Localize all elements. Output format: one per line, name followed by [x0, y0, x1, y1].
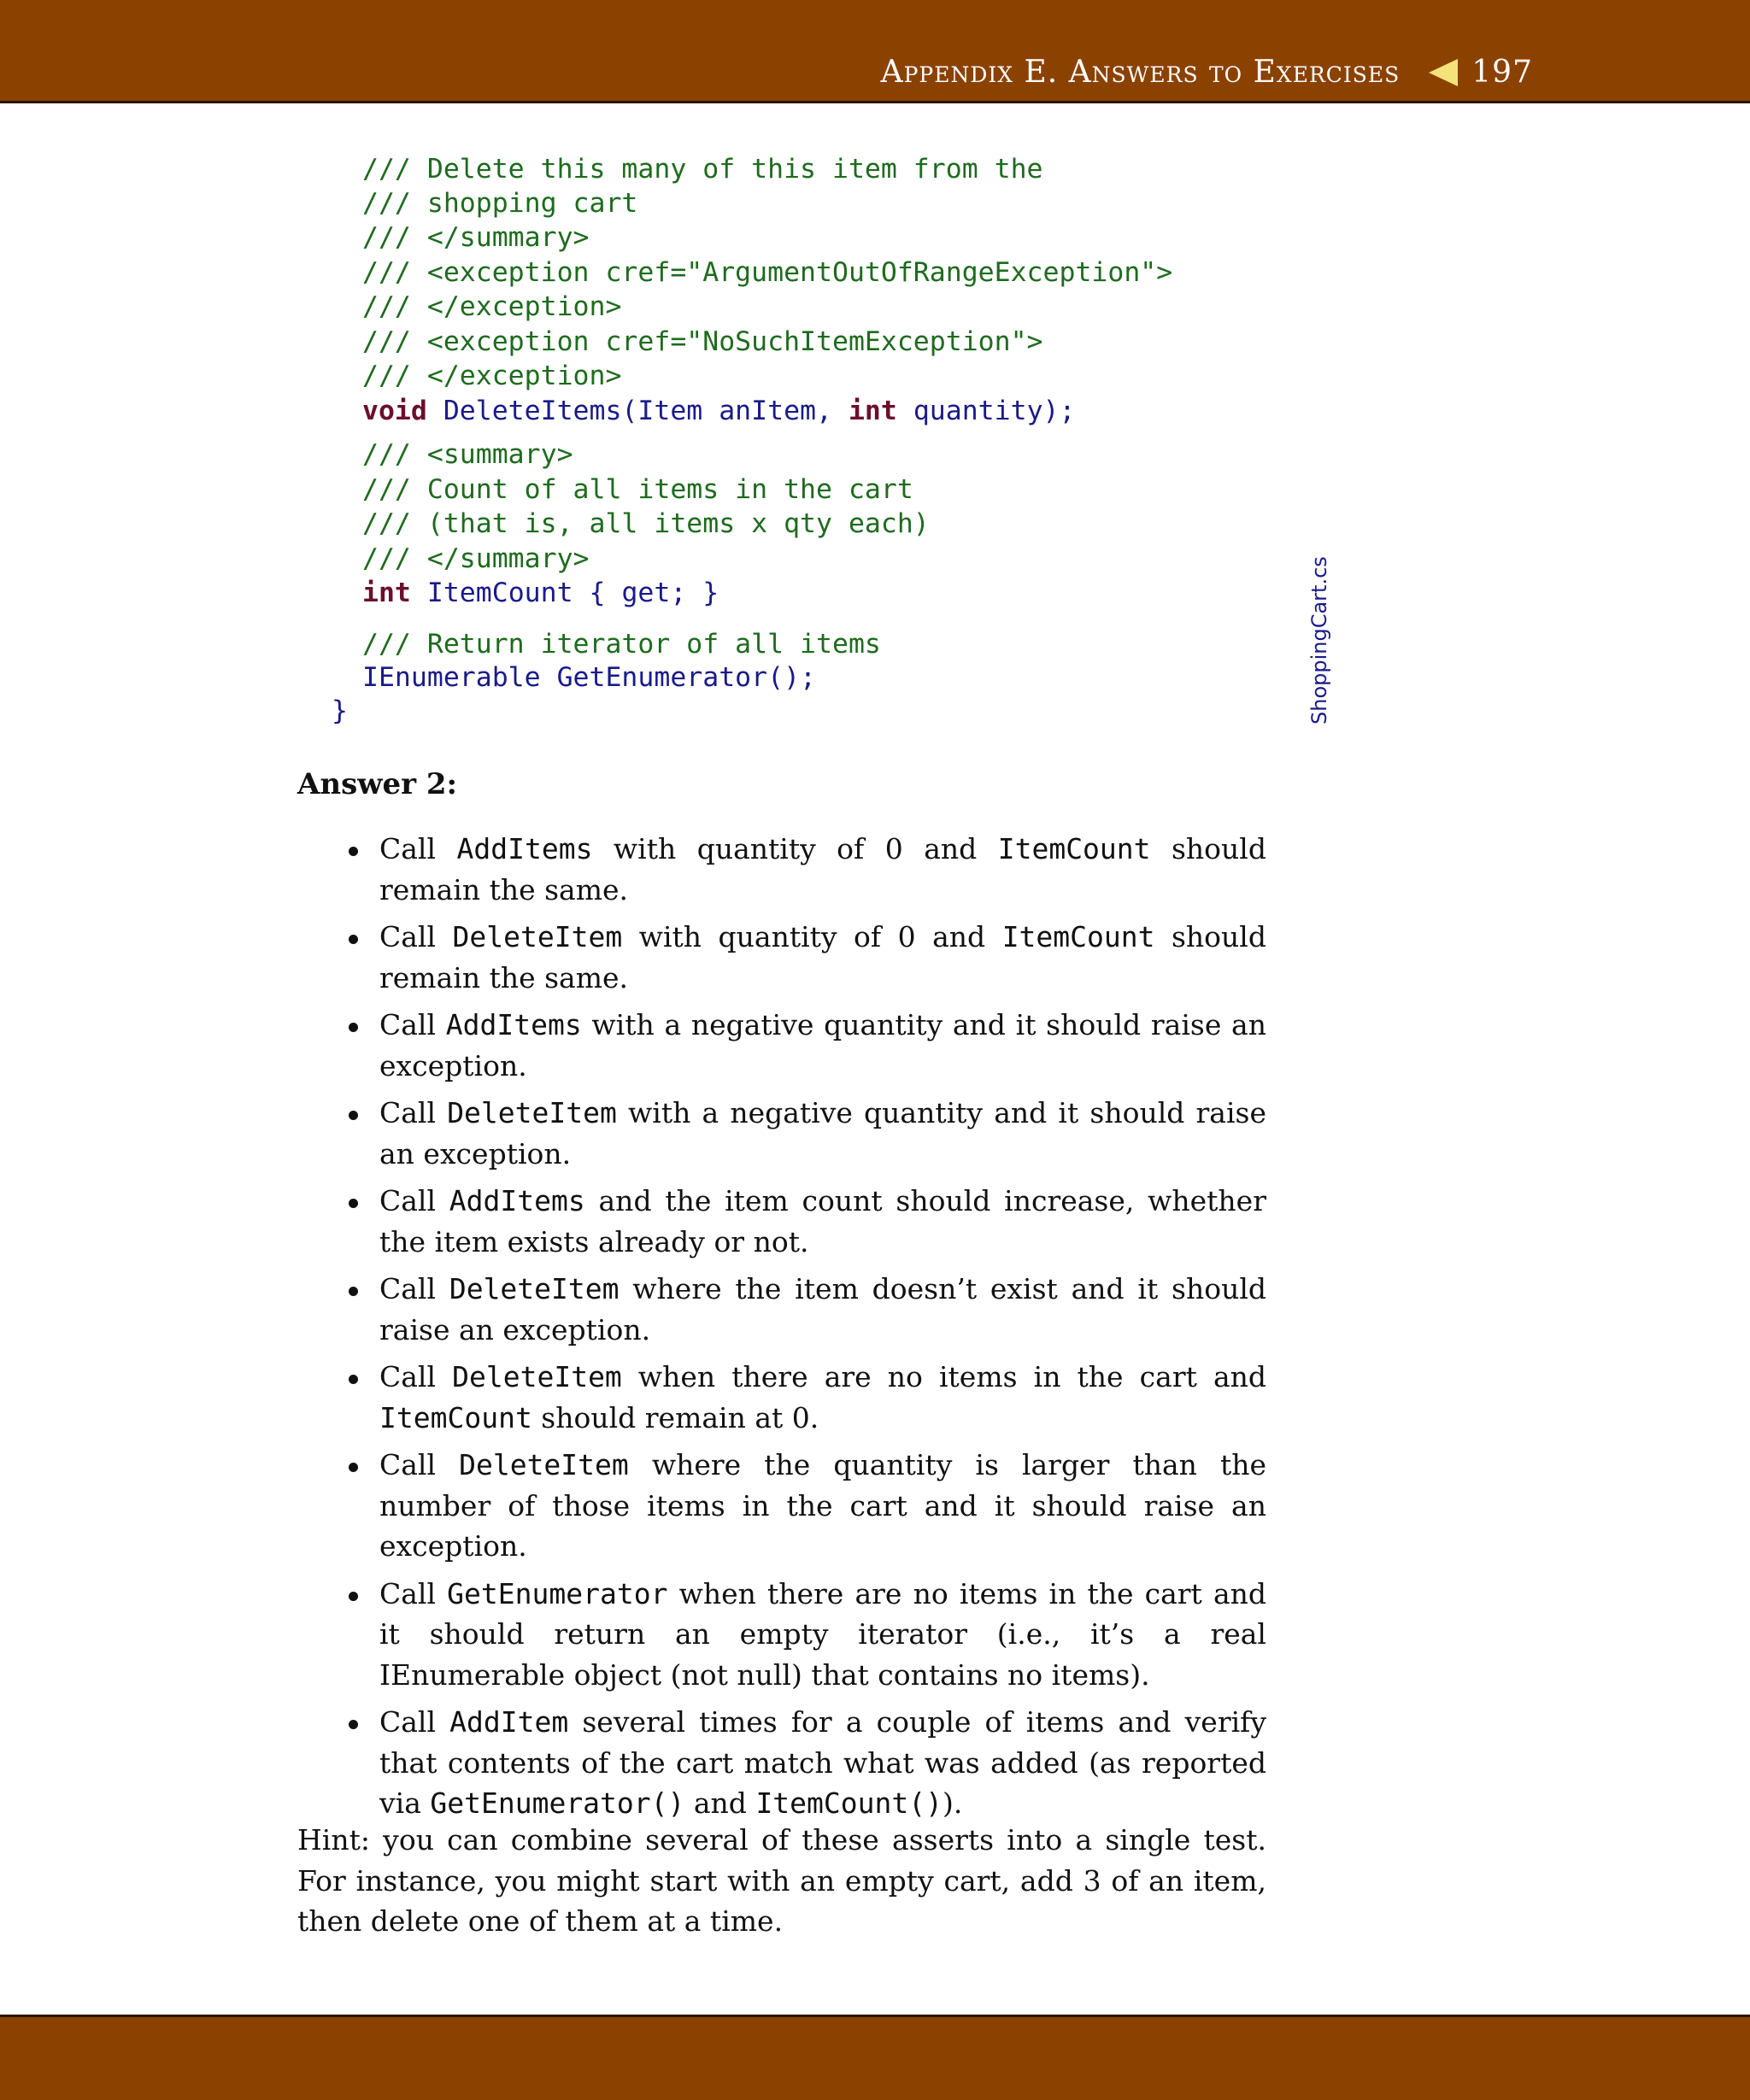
list-item: Call DeleteItem with quantity of 0 and ItemCount should remain the same.	[349, 917, 1266, 998]
code-line: /// </summary>	[362, 222, 590, 253]
list-item: Call AddItem several times for a couple of items and verify that contents of the cart match what was added (as reported via GetEnumerator() and ItemCount()).	[349, 1702, 1266, 1824]
code-line: /// Delete this many of this item from the	[362, 154, 1043, 185]
code-line: void DeleteItems(Item anItem, int quantity);	[362, 396, 1076, 426]
list-item: Call DeleteItem where the item doesn’t exist and it should raise an exception.	[349, 1269, 1266, 1350]
list-item: Call AddItems and the item count should increase, whether the item exists already or not.	[349, 1181, 1266, 1262]
code-line: /// <summary>	[362, 439, 573, 470]
footer-bar	[0, 2015, 1750, 2100]
code-listing	[332, 152, 1302, 726]
list-item: Call AddItems with a negative quantity and it should raise an exception.	[349, 1005, 1266, 1086]
code-line: int ItemCount { get; }	[362, 578, 719, 608]
running-title: Appendix E. Answers to Exercises	[880, 55, 1401, 90]
code-line: /// </exception>	[362, 361, 622, 391]
list-item: Call GetEnumerator when there are no items in the cart and it should return an empty iterator (i.e., it’s a real IEnumerable object (not null) that contains no items).	[349, 1574, 1266, 1696]
code-line: /// <exception cref="NoSuchItemException">	[362, 326, 1043, 357]
previous-page-arrow-icon[interactable]	[1429, 59, 1458, 86]
code-line: /// </summary>	[362, 543, 590, 574]
list-item: Call AddItems with quantity of 0 and ItemCount should remain the same.	[349, 829, 1266, 910]
code-line: /// Return iterator of all items	[362, 629, 881, 660]
header-bar	[0, 0, 1750, 103]
code-line: }	[332, 695, 348, 726]
answer-heading: Answer 2:	[297, 767, 458, 801]
code-line: /// Count of all items in the cart	[362, 474, 913, 505]
code-line: /// (that is, all items x qty each)	[362, 508, 930, 539]
running-head	[881, 55, 1533, 90]
file-label: ShoppingCart.cs	[1307, 556, 1331, 724]
list-item: Call DeleteItem with a negative quantity and it should raise an exception.	[349, 1093, 1266, 1174]
hint-paragraph: Hint: you can combine several of these asserts into a single test. For instance, you might start with an empty cart, add 3 of an item, then delete one of them at a time.	[297, 1823, 1266, 1938]
list-item: Call DeleteItem when there are no items in the cart and ItemCount should remain at 0.	[349, 1357, 1266, 1438]
answer-list	[349, 829, 1266, 1831]
list-item: Call DeleteItem where the quantity is larger than the number of those items in the cart and it should raise an exception.	[349, 1445, 1266, 1567]
code-line: IEnumerable GetEnumerator();	[362, 662, 817, 693]
code-line: /// </exception>	[362, 291, 622, 322]
code-line: /// shopping cart	[362, 188, 638, 219]
page-number: 197	[1471, 55, 1533, 90]
code-line: /// <exception cref="ArgumentOutOfRangeException">	[362, 257, 1173, 288]
